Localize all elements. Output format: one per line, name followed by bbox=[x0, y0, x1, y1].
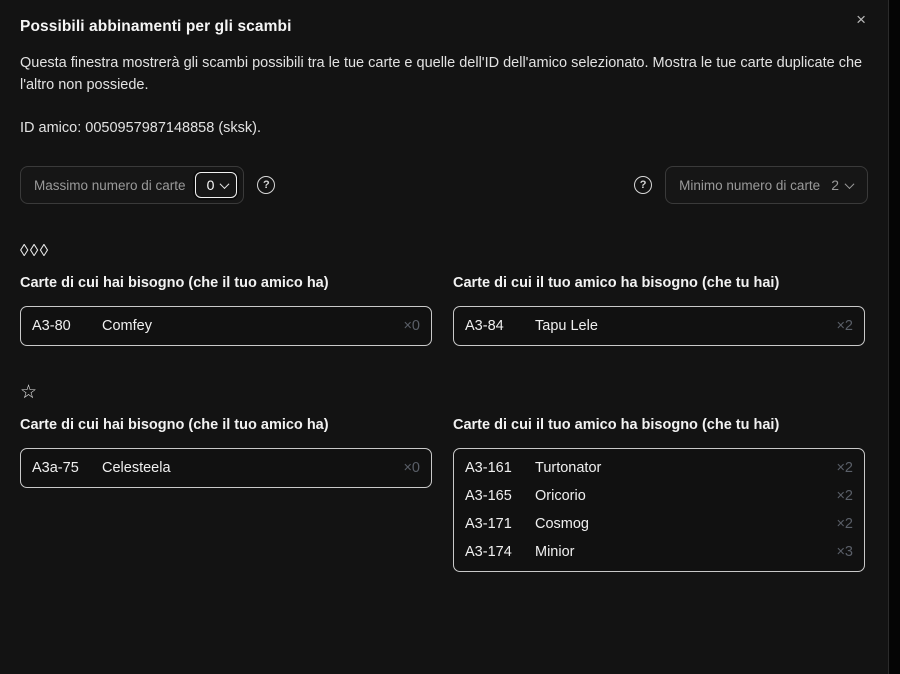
card-count: ×0 bbox=[403, 460, 420, 476]
card-name: Minior bbox=[535, 544, 575, 560]
column-header-you-need: Carte di cui hai bisogno (che il tuo amico ha) bbox=[20, 417, 329, 433]
card-code: A3-84 bbox=[465, 318, 504, 334]
help-icon[interactable]: ? bbox=[634, 176, 652, 194]
card-count: ×2 bbox=[836, 460, 853, 476]
modal-title: Possibili abbinamenti per gli scambi bbox=[20, 18, 292, 35]
column-friend-needs bbox=[453, 275, 865, 346]
rarity-section-diamond bbox=[20, 241, 868, 346]
card-code: A3a-75 bbox=[32, 460, 79, 476]
card-name: Celesteela bbox=[102, 460, 171, 476]
card-row bbox=[465, 482, 853, 510]
column-friend-needs bbox=[453, 417, 865, 572]
max-cards-label: Massimo numero di carte bbox=[34, 177, 186, 193]
min-cards-control bbox=[634, 166, 868, 204]
max-cards-control bbox=[20, 166, 275, 204]
card-list bbox=[20, 448, 432, 488]
modal-description: Questa finestra mostrerà gli scambi possibili tra le tue carte e quelle dell'ID dell'amico selezionato. Mostra le tue carte duplicate che l'altro non possiede. bbox=[20, 55, 863, 93]
card-list bbox=[453, 448, 865, 572]
card-name: Turtonator bbox=[535, 460, 602, 476]
card-name: Tapu Lele bbox=[535, 318, 598, 334]
card-name: Comfey bbox=[102, 318, 152, 334]
column-cards-you-need bbox=[20, 417, 432, 488]
friend-id-line: ID amico: 0050957987148858 (sksk). bbox=[20, 120, 262, 136]
rarity-diamond-icon: ◊◊◊ bbox=[20, 241, 50, 260]
card-count: ×2 bbox=[836, 488, 853, 504]
card-row bbox=[465, 538, 853, 566]
card-list bbox=[453, 306, 865, 346]
card-row bbox=[465, 454, 853, 482]
min-cards-label: Minimo numero di carte bbox=[679, 177, 821, 193]
card-row bbox=[465, 312, 853, 340]
card-name: Oricorio bbox=[535, 488, 586, 504]
max-cards-select[interactable] bbox=[195, 172, 238, 198]
card-count: ×3 bbox=[836, 544, 853, 560]
max-cards-group bbox=[20, 166, 244, 204]
card-code: A3-80 bbox=[32, 318, 71, 334]
card-code: A3-174 bbox=[465, 544, 512, 560]
column-header-friend-needs: Carte di cui il tuo amico ha bisogno (che tu hai) bbox=[453, 417, 780, 433]
card-row bbox=[32, 454, 420, 482]
controls-row bbox=[20, 166, 868, 204]
chevron-down-icon bbox=[220, 179, 230, 189]
card-row bbox=[32, 312, 420, 340]
card-count: ×2 bbox=[836, 516, 853, 532]
close-icon[interactable]: × bbox=[852, 7, 870, 32]
min-cards-select[interactable] bbox=[825, 173, 861, 197]
card-name: Cosmog bbox=[535, 516, 589, 532]
max-cards-value: 0 bbox=[206, 177, 215, 193]
card-code: A3-165 bbox=[465, 488, 512, 504]
card-list bbox=[20, 306, 432, 346]
column-cards-you-need bbox=[20, 275, 432, 346]
min-cards-group bbox=[665, 166, 868, 204]
card-count: ×2 bbox=[836, 318, 853, 334]
rarity-star-icon: ☆ bbox=[20, 382, 38, 403]
card-count: ×0 bbox=[403, 318, 420, 334]
chevron-down-icon bbox=[845, 179, 855, 189]
card-code: A3-161 bbox=[465, 460, 512, 476]
card-code: A3-171 bbox=[465, 516, 512, 532]
column-header-friend-needs: Carte di cui il tuo amico ha bisogno (che tu hai) bbox=[453, 275, 780, 291]
column-header-you-need: Carte di cui hai bisogno (che il tuo amico ha) bbox=[20, 275, 329, 291]
rarity-section-star bbox=[20, 383, 868, 572]
min-cards-value: 2 bbox=[831, 177, 839, 193]
card-row bbox=[465, 510, 853, 538]
help-icon[interactable]: ? bbox=[257, 176, 275, 194]
